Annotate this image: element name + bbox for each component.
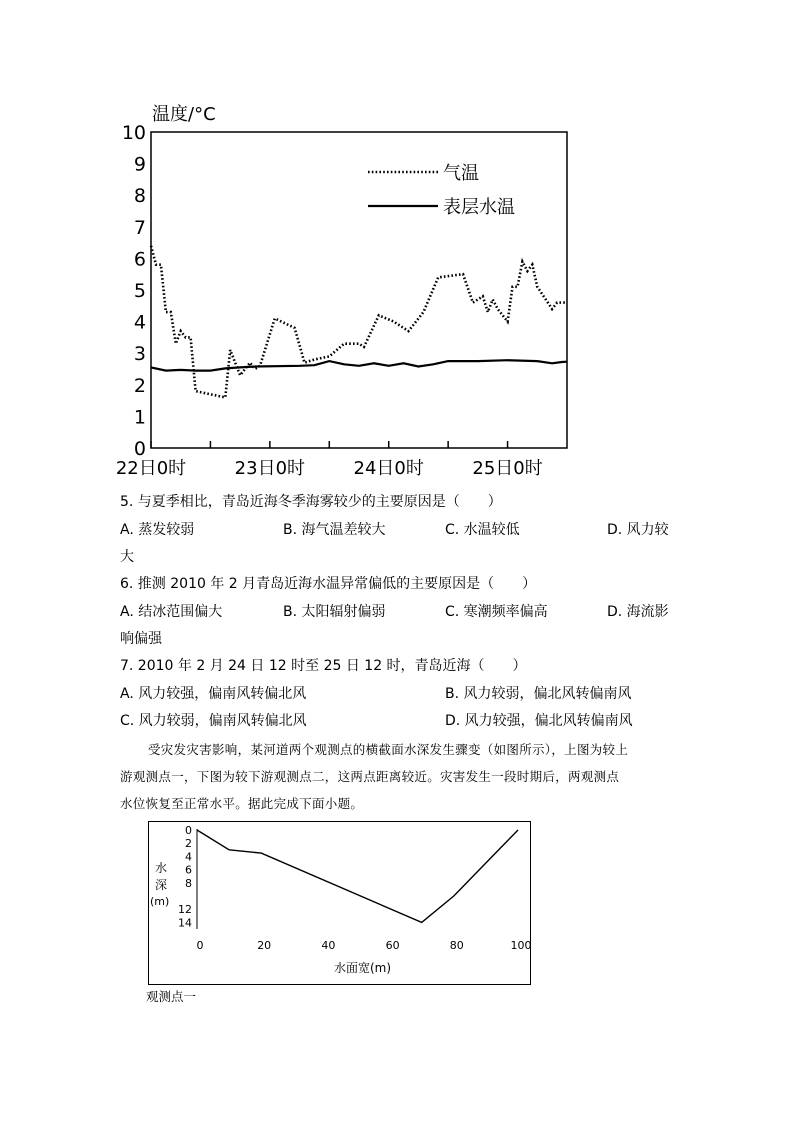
question-6-option-c[interactable]: C. 寒潮频率偏高 (445, 604, 548, 620)
y-tick-label: 14 (178, 916, 192, 930)
svg-text:深: 深 (155, 878, 168, 892)
y-tick-label: 4 (185, 850, 192, 864)
question-6-option-d[interactable]: D. 海流影 (607, 604, 669, 620)
riverbed-profile-line (197, 830, 518, 922)
x-ticks (197, 939, 532, 952)
question-5-option-b[interactable]: B. 海气温差较大 (283, 522, 386, 538)
question-7-option-b[interactable]: B. 风力较弱，偏北风转偏南风 (445, 686, 632, 702)
x-tick-label: 80 (449, 939, 464, 952)
cross-section-chart (0, 815, 794, 990)
question-7-option-a[interactable]: A. 风力较强，偏南风转偏北风 (120, 686, 307, 702)
y-tick-label: 10 (121, 122, 146, 144)
x-tick-label: 40 (321, 939, 336, 952)
x-ticks (116, 441, 543, 479)
question-5-option-a[interactable]: A. 蒸发较弱 (120, 522, 195, 538)
question-6-stem: 6. 推测 2010 年 2 月青岛近海水温异常偏低的主要原因是（ ） (120, 576, 537, 592)
y-tick-label: 8 (185, 876, 192, 890)
y-tick-label: 2 (185, 837, 192, 851)
y-tick-label: 7 (133, 216, 146, 239)
y-tick-label: 0 (185, 824, 192, 837)
y-tick-label: 9 (133, 153, 146, 176)
question-7-option-d[interactable]: D. 风力较强，偏北风转偏南风 (445, 713, 633, 729)
x-tick-label: 25日0时 (472, 458, 543, 479)
x-tick-label: 100 (510, 939, 532, 952)
y-axis-label (150, 860, 169, 908)
question-5-option-d-wrap: 大 (120, 549, 134, 565)
question-7-stem: 7. 2010 年 2 月 24 日 12 时至 25 日 12 时，青岛近海（ ） (120, 658, 527, 674)
y-tick-label: 2 (133, 374, 146, 397)
passage-line-3: 水位恢复至正常水平。据此完成下面小题。 (120, 796, 364, 811)
y-tick-label: 6 (185, 863, 192, 877)
svg-text:水: 水 (155, 861, 168, 875)
legend-label-water: 表层水温 (443, 197, 515, 218)
series-surface-water-temperature-line (151, 360, 567, 370)
y-tick-label: 5 (133, 280, 146, 302)
y-ticks (178, 824, 192, 929)
y-tick-label: 0 (133, 438, 146, 460)
y-tick-label: 4 (133, 311, 146, 334)
question-6-option-b[interactable]: B. 太阳辐射偏弱 (283, 604, 386, 620)
question-5-stem: 5. 与夏季相比，青岛近海冬季海雾较少的主要原因是（ ） (120, 494, 502, 510)
question-6-option-d-wrap: 响偏强 (120, 631, 162, 647)
x-tick-label: 20 (257, 939, 272, 952)
y-tick-label: 12 (178, 903, 192, 917)
x-tick-label: 23日0时 (234, 458, 306, 479)
legend-label-air: 气温 (443, 163, 479, 184)
y-tick-label: 8 (133, 185, 146, 208)
passage-line-2: 游观测点一，下图为较下游观测点二，这两点距离较近。灾害发生一段时期后，两观测点 (120, 769, 620, 784)
plot-frame (151, 132, 567, 448)
y-tick-label: 3 (133, 343, 146, 366)
question-6-option-a[interactable]: A. 结冰范围偏大 (120, 604, 223, 620)
passage (120, 736, 676, 817)
x-tick-label: 22日0时 (115, 458, 187, 479)
x-tick-label: 24日0时 (353, 458, 424, 479)
question-5-option-d[interactable]: D. 风力较 (607, 522, 669, 538)
y-axis-label: 温度/°C (152, 104, 216, 125)
svg-text:(m): (m) (150, 895, 170, 908)
x-tick-label: 0 (196, 939, 204, 952)
y-tick-label: 1 (133, 406, 146, 429)
series-air-temperature-line (151, 246, 567, 398)
question-5-option-c[interactable]: C. 水温较低 (445, 522, 520, 538)
x-tick-label: 60 (385, 939, 400, 952)
passage-line-1: 受灾发灾害影响，某河道两个观测点的横截面水深发生骤变（如图所示），上图为较上 (148, 742, 629, 757)
y-ticks (122, 122, 146, 460)
x-axis-label: 水面宽(m) (334, 961, 392, 975)
figure-caption: 观测点一 (146, 989, 197, 1004)
legend (368, 163, 515, 218)
temperature-chart (0, 0, 794, 490)
y-tick-label: 6 (133, 248, 146, 271)
question-7-option-c[interactable]: C. 风力较弱，偏南风转偏北风 (120, 713, 307, 729)
